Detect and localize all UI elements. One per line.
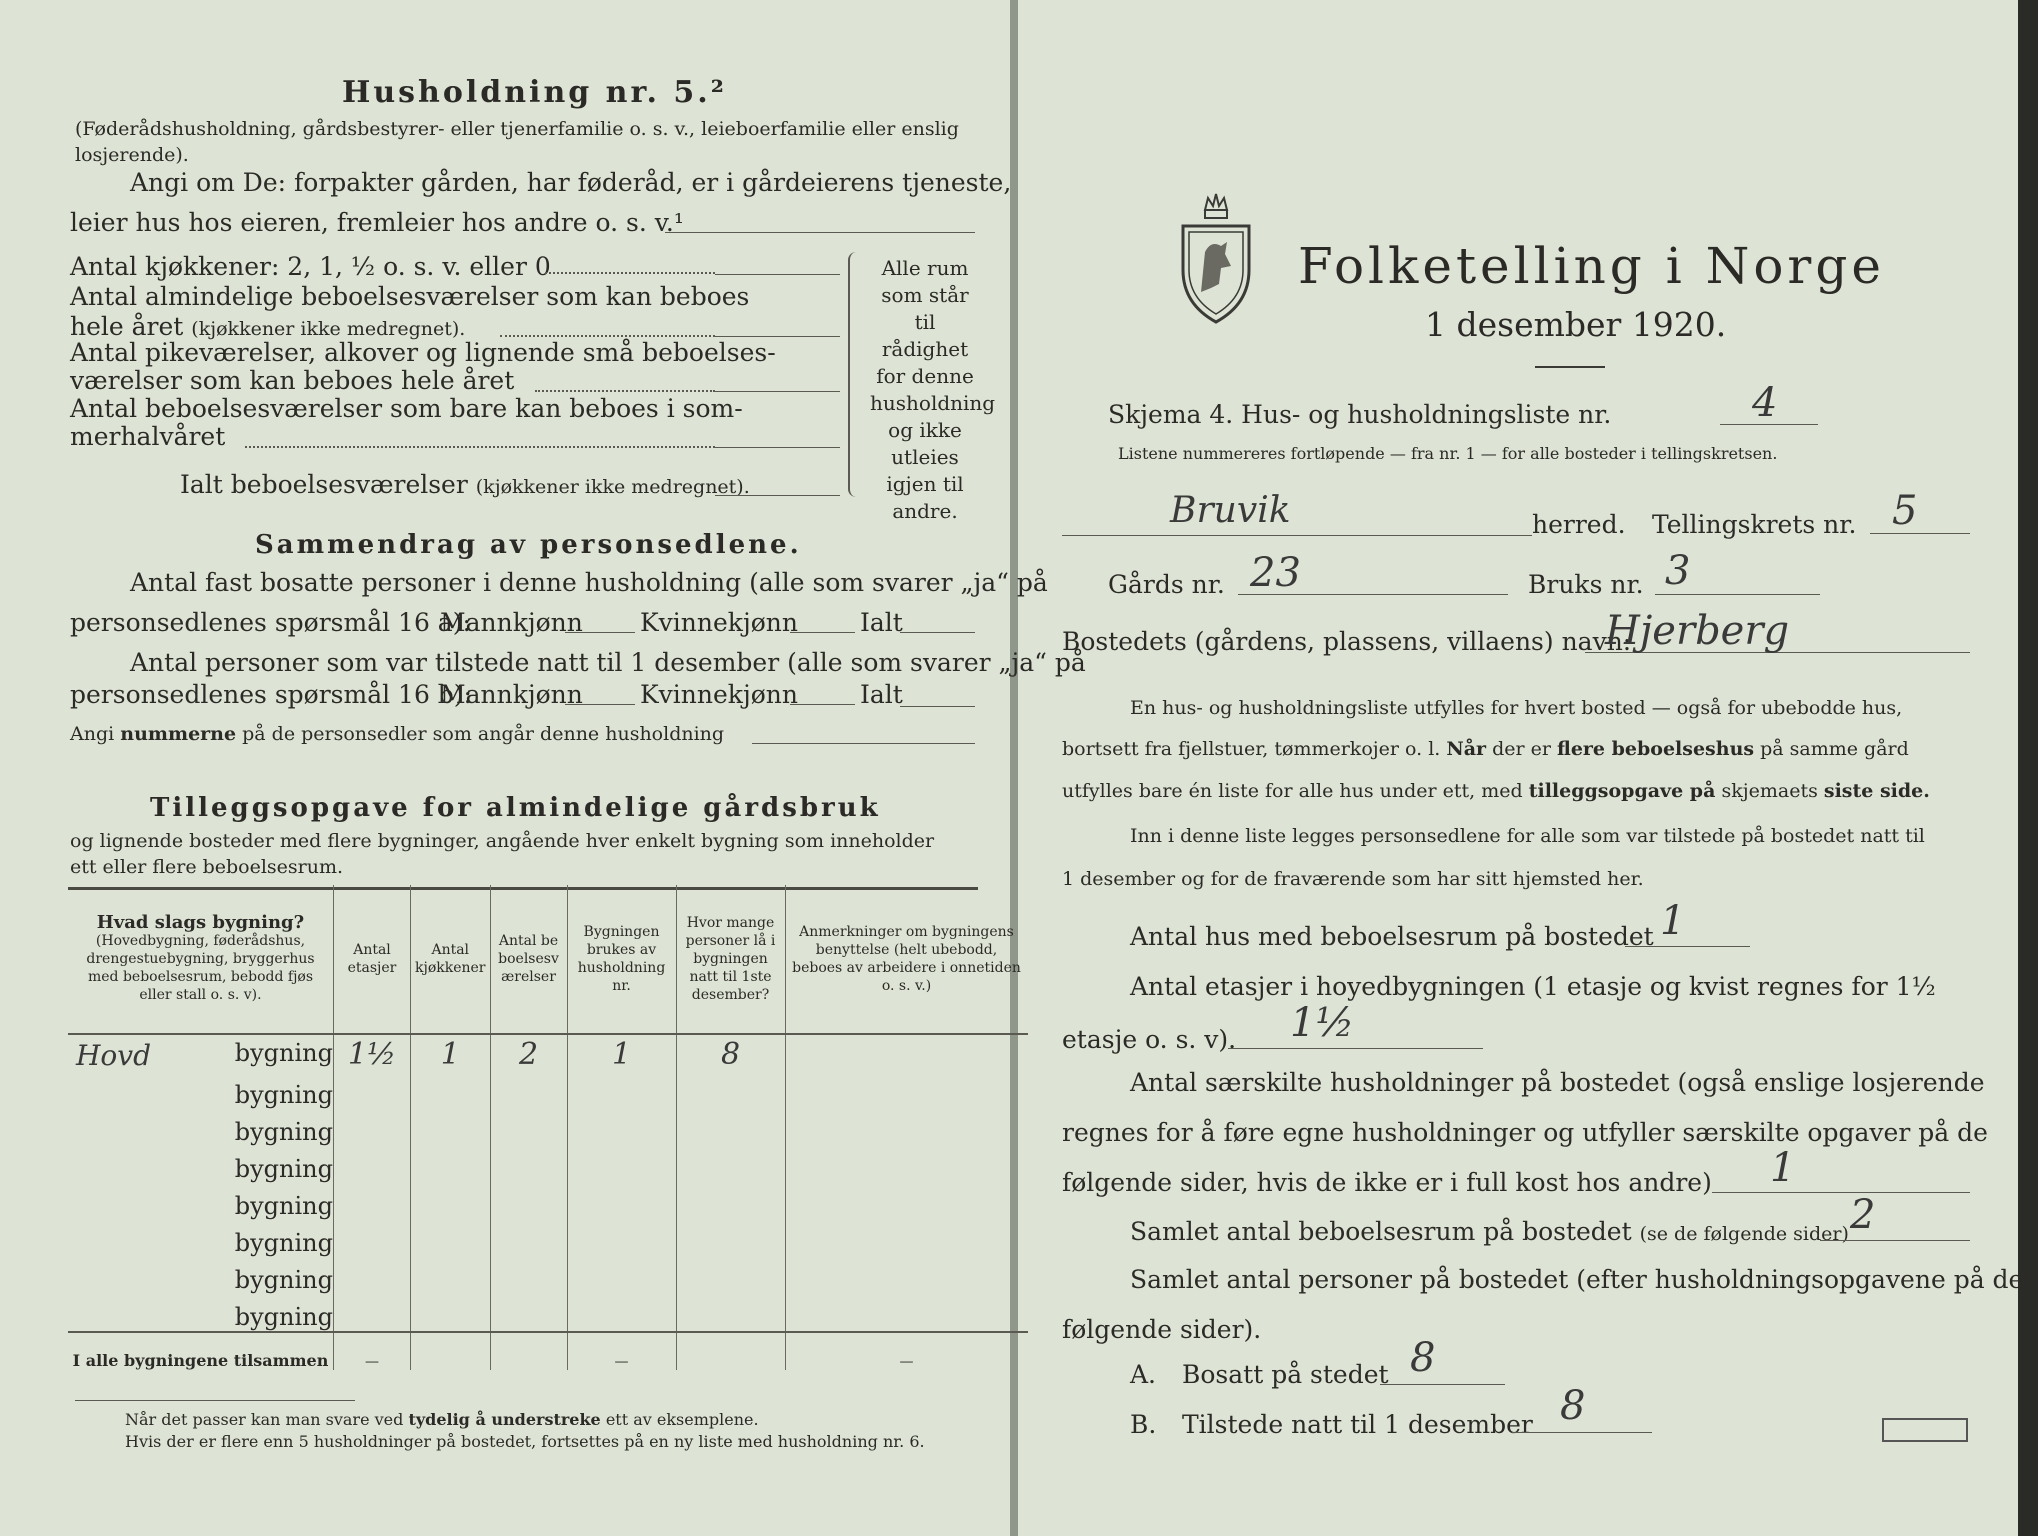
footnote-rule (75, 1400, 355, 1401)
row-kjokkener[interactable] (411, 1257, 491, 1294)
row-personer[interactable] (676, 1072, 785, 1109)
bostedet-value: Hjerberg (1605, 608, 1790, 654)
saerskilte-answer-line[interactable] (1712, 1192, 1970, 1193)
hus-label: Antal hus med beboelsesrum på bostedet (1130, 922, 1654, 951)
angi-line1: Angi om De: forpakter gården, har føderåd, er i gårdeierens tjeneste, (130, 168, 1012, 197)
row-personer[interactable] (676, 1109, 785, 1146)
almindelige-small: (kjøkkener ikke medregnet). (191, 318, 466, 340)
row-type-cell[interactable] (68, 1109, 334, 1146)
total-anmerkninger: — (785, 1332, 1028, 1370)
total-kjokkener[interactable] (411, 1332, 491, 1370)
total-label: I alle bygningene tilsammen (68, 1332, 334, 1370)
ialt-small: (kjøkkener ikke medregnet). (475, 476, 750, 498)
row-label: bygning (234, 1266, 333, 1294)
kjokkener-answer[interactable] (715, 274, 840, 275)
title-rule (1535, 366, 1605, 368)
b-value: 8 (1560, 1383, 1586, 1429)
footnote1-post: ett av eksemplene. (605, 1410, 759, 1429)
footnote1-pre: Når det passer kan man svare ved (125, 1410, 404, 1429)
table-header-row (68, 885, 1028, 1034)
skjema-label: Skjema 4. Hus- og husholdningsliste nr. (1108, 400, 1612, 429)
row-husholdning[interactable] (567, 1146, 676, 1183)
row-label: bygning (234, 1081, 333, 1109)
row-personer[interactable] (676, 1034, 785, 1072)
row-etasjer[interactable] (334, 1257, 411, 1294)
table-row (68, 1294, 1028, 1332)
samlet-rum-label: Samlet antal beboelsesrum på bostedet (1130, 1217, 1632, 1246)
sommer-line2: merhalvåret (70, 422, 226, 451)
table-row (68, 1146, 1028, 1183)
row-label: bygning (234, 1118, 333, 1146)
fast-line2: personsedlenes spørsmål 16 a): (70, 608, 471, 637)
row-label: bygning (234, 1229, 333, 1257)
pike-line2: værelser som kan beboes hele året (70, 366, 515, 395)
row-type-cell[interactable] (68, 1294, 334, 1332)
tellingskrets-value: 5 (1892, 488, 1918, 534)
total-vaerelser[interactable] (490, 1332, 567, 1370)
tilstede-ialt: Ialt (860, 680, 903, 709)
col-vaerelser-header: Antal beboelsesværelser (490, 885, 567, 1034)
a-text: Bosatt på stedet (1182, 1360, 1389, 1389)
row-vaerelser[interactable] (490, 1257, 567, 1294)
ialt-vaerelser: Ialt beboelsesværelser (180, 470, 468, 499)
fast-mann: Mannkjønn (440, 608, 583, 637)
form-date: 1 desember 1920. (1425, 305, 1727, 344)
sommer-dots (245, 446, 715, 448)
col-type-title: Hvad slags bygning? (96, 912, 305, 933)
row-vaerelser[interactable] (490, 1146, 567, 1183)
fast-kvinne: Kvinnekjønn (640, 608, 798, 637)
herred-value: Bruvik (1170, 490, 1291, 531)
row-anmerkninger[interactable] (785, 1183, 1028, 1220)
row-anmerkninger[interactable] (785, 1257, 1028, 1294)
row-anmerkninger[interactable] (785, 1072, 1028, 1109)
col-personer-header: Hvor mange personer lå i bygningen natt til 1ste desember? (676, 885, 785, 1034)
samlet-rum-value: 2 (1850, 1192, 1876, 1238)
row-vaerelser[interactable] (490, 1294, 567, 1332)
row-kjokkener[interactable] (411, 1109, 491, 1146)
row-anmerkninger[interactable] (785, 1034, 1028, 1072)
almindelige-line2: hele året (70, 312, 184, 341)
row-type-cell[interactable] (68, 1146, 334, 1183)
building-table (68, 885, 1028, 1370)
saerskilte-line1: Antal særskilte husholdninger på bostedet (også enslige losjerende (1130, 1068, 1985, 1097)
row-husholdning[interactable] (567, 1034, 676, 1072)
para2-line2: 1 desember og for de fraværende som har sitt hjemsted her. (1062, 868, 1644, 890)
row-kjokkener[interactable] (411, 1183, 491, 1220)
hus-value: 1 (1660, 898, 1686, 944)
para1-line1: En hus- og husholdningsliste utfylles for hvert bosted — også for ubebodde hus, (1130, 697, 1903, 719)
listene-note: Listene nummereres fortløpende — fra nr. 1 — for alle bosteder i tellingskretsen. (1118, 444, 1778, 463)
samlet-rum-answer-line[interactable] (1820, 1240, 1970, 1241)
row-type-hand: Hovd (76, 1039, 152, 1072)
table-total-row (68, 1332, 1028, 1370)
table-row (68, 1072, 1028, 1109)
b-text: Tilstede natt til 1 desember (1182, 1410, 1533, 1439)
row-vaerelser[interactable] (490, 1072, 567, 1109)
row-etasjer[interactable] (334, 1146, 411, 1183)
row-kjokkener[interactable] (411, 1072, 491, 1109)
hus-answer-line[interactable] (1625, 946, 1750, 947)
col-type-header (68, 885, 334, 1034)
etasjer-answer-line[interactable] (1228, 1048, 1483, 1049)
total-personer[interactable] (676, 1332, 785, 1370)
tilstede-mann-answer[interactable] (565, 704, 635, 705)
tilstede-kvinne: Kvinnekjønn (640, 680, 798, 709)
kjokkener-label: Antal kjøkkener: 2, 1, ½ o. s. v. eller 0 (70, 252, 551, 281)
row-husholdning[interactable] (567, 1072, 676, 1109)
tilstede-line2: personsedlenes spørsmål 16 b): (70, 680, 472, 709)
almindelige-answer[interactable] (715, 336, 840, 337)
husholdning-heading: Husholdning nr. 5.² (342, 75, 727, 110)
samlet-pers-line1: Samlet antal personer på bostedet (efter husholdningsopgavene på de (1130, 1265, 2024, 1294)
fast-ialt: Ialt (860, 608, 903, 637)
row-personer[interactable] (676, 1146, 785, 1183)
row-anmerkninger[interactable] (785, 1294, 1028, 1332)
row-type-cell[interactable] (68, 1257, 334, 1294)
herred-answer-line[interactable] (1062, 535, 1532, 536)
total-etasjer: — (334, 1332, 411, 1370)
skjema-value: 4 (1752, 380, 1778, 426)
etasjer-value: 1½ (1290, 1000, 1355, 1046)
row-kjokkener[interactable] (411, 1294, 491, 1332)
total-husholdning: — (567, 1332, 676, 1370)
gards-label: Gårds nr. (1108, 570, 1225, 599)
sommer-line1: Antal beboelsesværelser som bare kan beboes i som- (70, 394, 743, 423)
form-title: Folketelling i Norge (1298, 237, 1885, 295)
row-anmerkninger[interactable] (785, 1146, 1028, 1183)
row-etasjer[interactable] (334, 1183, 411, 1220)
para1-line3-pre: utfylles bare én liste for alle hus under ett, med (1062, 780, 1523, 802)
nummerne-pre: Angi (70, 723, 115, 745)
row-husholdning[interactable] (567, 1257, 676, 1294)
tillegg-heading: Tilleggsopgave for almindelige gårdsbruk (150, 793, 881, 823)
b-label: B. (1130, 1410, 1157, 1439)
row-anmerkninger[interactable] (785, 1109, 1028, 1146)
row-kjokkener[interactable] (411, 1146, 491, 1183)
intro-paren: (Føderådshusholdning, gårdsbestyrer- eller tjenerfamilie o. s. v., leieboerfamilie eller enslig losjerende). (75, 118, 959, 166)
tilstede-kvinne-answer[interactable] (790, 704, 855, 705)
row-anmerkninger[interactable] (785, 1220, 1028, 1257)
bruks-label: Bruks nr. (1528, 570, 1644, 599)
tellingskrets-answer-line[interactable] (1870, 533, 1970, 534)
row-kjokkener-value: 1 (440, 1037, 460, 1072)
pike-answer[interactable] (715, 391, 840, 392)
row-etasjer[interactable] (334, 1294, 411, 1332)
row-husholdning[interactable] (567, 1183, 676, 1220)
row-etasjer[interactable] (334, 1034, 411, 1072)
row-type-cell[interactable] (68, 1220, 334, 1257)
row-personer-value: 8 (720, 1037, 741, 1072)
sammendrag-heading: Sammendrag av personsedlene. (255, 530, 802, 560)
nummerne-answer[interactable] (752, 743, 975, 744)
row-kjokkener[interactable] (411, 1220, 491, 1257)
angi-line2: leier hus hos eieren, fremleier hos andre o. s. v.¹ (70, 208, 684, 237)
row-vaerelser[interactable] (490, 1034, 567, 1072)
para1-line2-mid: der er (1492, 738, 1551, 760)
saerskilte-line2: regnes for å føre egne husholdninger og utfyller særskilte opgaver på de (1062, 1118, 1988, 1147)
bostedet-label: Bostedets (gårdens, plassens, villaens) navn: (1062, 627, 1632, 656)
a-answer-line[interactable] (1380, 1384, 1505, 1385)
brace-note: Alle rum som står til rådighet for denne husholdning og ikke utleies igjen til andre. (870, 256, 996, 523)
almindelige-dots (500, 335, 715, 337)
row-label: bygning (234, 1155, 333, 1183)
row-type-cell[interactable] (68, 1034, 334, 1072)
etasjer-line2: etasje o. s. v). (1062, 1025, 1237, 1054)
a-value: 8 (1410, 1335, 1436, 1381)
table-row (68, 1109, 1028, 1146)
col-type-sub: (Hovedbygning, føderådshus, drengestuebygning, bryggerhus med beboelsesrum, bebodd fjøs eller stall o. s. v). (86, 933, 315, 1003)
kjokkener-dots (545, 272, 715, 274)
table-row (68, 1183, 1028, 1220)
brace (848, 252, 862, 497)
fast-kvinne-answer[interactable] (790, 632, 855, 633)
row-type-cell[interactable] (68, 1183, 334, 1220)
tilstede-mann: Mannkjønn (440, 680, 583, 709)
coat-of-arms-icon (1175, 192, 1257, 327)
para1-line3-bold2: siste side. (1823, 780, 1930, 802)
b-answer-line[interactable] (1512, 1432, 1652, 1433)
row-personer[interactable] (676, 1183, 785, 1220)
printer-stamp (1882, 1418, 1968, 1442)
right-page (1018, 0, 2018, 1536)
row-etasjer[interactable] (334, 1072, 411, 1109)
col-kjokkener-header: Antal kjøkkener (411, 885, 491, 1034)
para1-line2-bold1: Når (1446, 738, 1487, 760)
herred-label: herred. (1532, 510, 1626, 539)
table-row (68, 1257, 1028, 1294)
row-etasjer-value: 1½ (347, 1037, 397, 1072)
tillegg-line2: ett eller flere beboelsesrum. (70, 856, 344, 878)
fast-mann-answer[interactable] (565, 632, 635, 633)
para1-line3-mid: skjemaets (1721, 780, 1818, 802)
col-husholdning-header: Bygningen brukes av husholdning nr. (567, 885, 676, 1034)
row-etasjer[interactable] (334, 1109, 411, 1146)
samlet-pers-line2: følgende sider). (1062, 1315, 1262, 1344)
row-etasjer[interactable] (334, 1220, 411, 1257)
table-row (68, 1220, 1028, 1257)
sommer-answer[interactable] (715, 447, 840, 448)
tilstede-ialt-answer[interactable] (900, 706, 975, 707)
saerskilte-value: 1 (1770, 1145, 1796, 1191)
row-husholdning[interactable] (567, 1294, 676, 1332)
bruks-value: 3 (1665, 548, 1691, 594)
row-husholdning[interactable] (567, 1220, 676, 1257)
col-etasjer-header: Antal etasjer (334, 885, 411, 1034)
ialt-vaerelser-answer[interactable] (715, 495, 840, 496)
row-personer[interactable] (676, 1294, 785, 1332)
angi-answer-line[interactable] (665, 232, 975, 233)
saerskilte-line3: følgende sider, hvis de ikke er i full kost hos andre) (1062, 1168, 1712, 1197)
row-type-cell[interactable] (68, 1072, 334, 1109)
row-vaerelser[interactable] (490, 1220, 567, 1257)
tillegg-line1: og lignende bosteder med flere bygninger, angående hver enkelt bygning som inneholder (70, 830, 935, 852)
almindelige-line1: Antal almindelige beboelsesværelser som kan beboes (70, 282, 750, 311)
nummerne-bold: nummerne (120, 723, 237, 745)
row-husholdning-value: 1 (611, 1037, 632, 1072)
row-kjokkener[interactable] (411, 1034, 491, 1072)
row-vaerelser-value: 2 (518, 1037, 539, 1072)
para1-line2-bold2: flere beboelseshus (1557, 738, 1755, 760)
tellingskrets-label: Tellingskrets nr. (1652, 510, 1857, 539)
row-label: bygning (234, 1039, 333, 1067)
pike-line1: Antal pikeværelser, alkover og lignende små beboelses- (70, 338, 776, 367)
row-label: bygning (234, 1303, 333, 1331)
col-anmerkninger-header: Anmerkninger om bygningens benyttelse (helt ubebodd, beboes av arbeidere i onnetiden o. s. v.) (785, 885, 1028, 1034)
row-personer[interactable] (676, 1220, 785, 1257)
row-vaerelser[interactable] (490, 1109, 567, 1146)
row-vaerelser[interactable] (490, 1183, 567, 1220)
para1-line2-pre: bortsett fra fjellstuer, tømmerkojer o. l. (1062, 738, 1441, 760)
fast-line1: Antal fast bosatte personer i denne husholdning (alle som svarer „ja“ på (130, 568, 1048, 597)
table-row (68, 1034, 1028, 1072)
nummerne-post: på de personsedler som angår denne husholdning (242, 723, 725, 745)
a-label: A. (1130, 1360, 1157, 1389)
row-label: bygning (234, 1192, 333, 1220)
para1-line2-post: på samme gård (1760, 738, 1909, 760)
row-husholdning[interactable] (567, 1109, 676, 1146)
pike-dots (535, 390, 715, 392)
footnote1-bold: tydelig å understreke (408, 1410, 601, 1429)
para1-line3-bold1: tilleggsopgave på (1528, 780, 1716, 802)
footnote2: Hvis der er flere enn 5 husholdninger på bostedet, fortsettes på en ny liste med husholdning nr. 6. (125, 1432, 925, 1451)
gards-value: 23 (1250, 550, 1301, 596)
etasjer-line1: Antal etasjer i hoyedbygningen (1 etasje og kvist regnes for 1½ (1130, 972, 1936, 1001)
fast-ialt-answer[interactable] (900, 632, 975, 633)
samlet-rum-small: (se de følgende sider) (1639, 1223, 1849, 1245)
para2-line1: Inn i denne liste legges personsedlene for alle som var tilstede på bostedet natt til (1130, 825, 1925, 847)
bruks-answer-line[interactable] (1655, 594, 1820, 595)
tilstede-line1: Antal personer som var tilstede natt til 1 desember (alle som svarer „ja“ på (130, 648, 1086, 677)
row-personer[interactable] (676, 1257, 785, 1294)
